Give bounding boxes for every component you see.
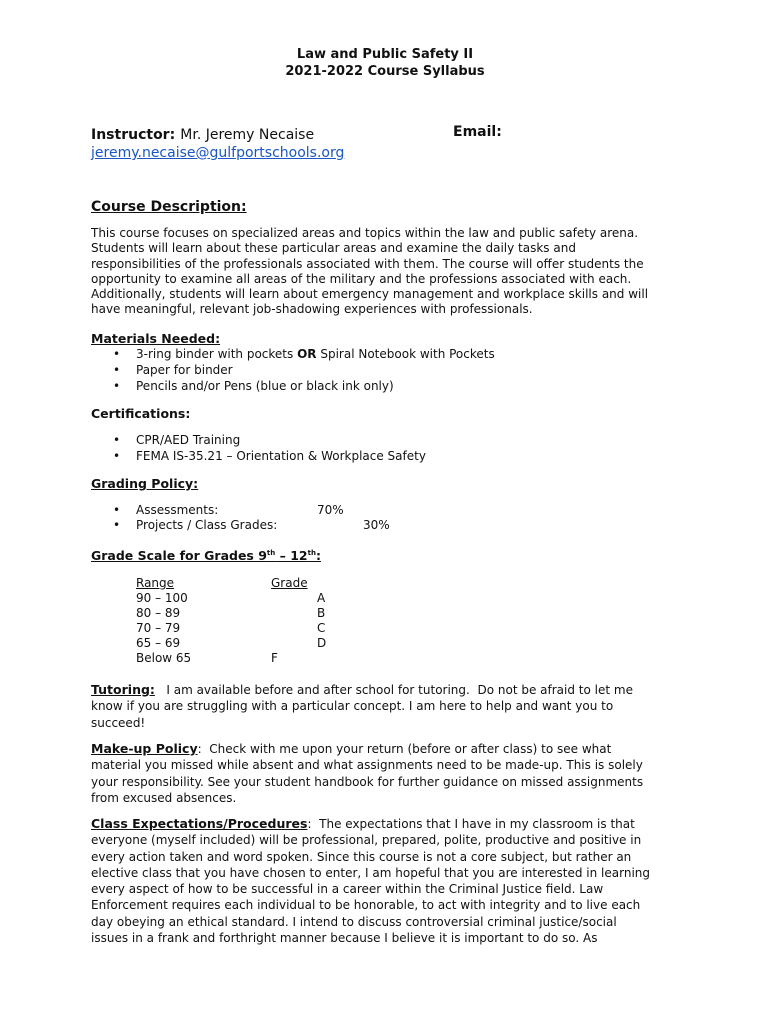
certifications-heading: Certifications: <box>91 406 191 421</box>
grade-scale-grade: B <box>317 606 326 620</box>
course-description-heading: Course Description: <box>91 199 247 215</box>
bullet-icon: • <box>113 363 121 377</box>
makeup-line: from excused absences. <box>91 790 237 805</box>
instructor-line <box>91 124 314 143</box>
expectations-text: : The expectations that I have in my classroom is that <box>307 817 635 831</box>
makeup-line: material you missed while absent and what assignments need to be made-up. This is solely <box>91 758 643 773</box>
expectations-paragraph <box>91 816 686 946</box>
grade-scale-sup: th <box>266 548 276 557</box>
bullet-icon: • <box>113 433 121 447</box>
grading-assessments-label: Assessments: <box>136 503 219 517</box>
grade-scale-grade: A <box>317 591 326 605</box>
makeup-paragraph <box>91 741 686 806</box>
materials-item-text: 3-ring binder with pockets <box>136 347 298 361</box>
email-link[interactable]: jeremy.necaise@gulfportschools.org <box>91 145 345 161</box>
course-description-line: Students will learn about these particular areas and examine the daily tasks and <box>91 241 576 256</box>
materials-item-emphasis: OR <box>297 347 317 361</box>
bullet-icon: • <box>113 379 121 393</box>
grading-assessments-value: 70% <box>317 503 344 517</box>
expectations-label: Class Expectations/Procedures <box>91 816 308 831</box>
grade-scale-heading <box>91 548 321 563</box>
grade-scale-range: Below 65 <box>136 651 192 665</box>
grade-scale-heading-text: Grade Scale for Grades 9 <box>91 548 267 563</box>
course-description-line: This course focuses on specialized areas and topics within the law and public safety arena. <box>91 226 639 240</box>
makeup-line: your responsibility. See your student handbook for further guidance on missed assignments <box>91 774 644 789</box>
tutoring-label: Tutoring: <box>91 682 155 697</box>
materials-item <box>136 347 495 361</box>
grade-scale-heading-text: – 12 <box>275 548 308 563</box>
makeup-text: : Check with me upon your return (before or after class) to see what <box>197 742 612 756</box>
instructor-label: Instructor: <box>91 127 176 143</box>
materials-item: Paper for binder <box>136 363 233 377</box>
materials-item-text: Spiral Notebook with Pockets <box>316 347 495 361</box>
expectations-line <box>91 816 686 832</box>
grade-scale-grade: D <box>317 636 327 650</box>
email-link-wrap <box>91 142 344 161</box>
tutoring-line <box>91 682 686 698</box>
course-description-line: Additionally, students will learn about emergency management and workplace skills and will <box>91 287 649 302</box>
expectations-line: elective class that you have chosen to enter, I am hopeful that you are interested in learning <box>91 865 651 880</box>
course-description-line: opportunity to examine all areas of the military and the professions associated with each. <box>91 271 632 286</box>
bullet-icon: • <box>113 347 121 361</box>
grade-scale-sup: th <box>307 548 316 557</box>
expectations-line: every aspect of how to be successful in a career within the Criminal Justice field. Law <box>91 882 604 897</box>
certifications-item: CPR/AED Training <box>136 433 241 447</box>
document-title: Law and Public Safety II <box>296 47 474 62</box>
grade-scale-range-header: Range <box>136 576 175 590</box>
course-description-text <box>91 226 681 318</box>
grade-scale-range: 90 – 100 <box>136 591 188 605</box>
grading-projects-value: 30% <box>363 518 390 532</box>
expectations-line: Enforcement requires each individual to be honorable, to act with integrity and to live each <box>91 898 641 913</box>
grade-scale-grade: F <box>271 651 278 665</box>
expectations-line: everyone (myself included) will be professional, prepared, polite, productive and positive in <box>91 833 642 848</box>
expectations-line: every action taken and word spoken. Since this course is not a core subject, but rather an <box>91 849 632 864</box>
grade-scale-range: 70 – 79 <box>136 621 181 635</box>
course-description-line: responsibilities of the professionals associated with them. The course will offer students the <box>91 256 644 271</box>
tutoring-line: succeed! <box>91 715 146 730</box>
tutoring-paragraph <box>91 682 686 731</box>
bullet-icon: • <box>113 503 121 517</box>
tutoring-line: know if you are struggling with a particular concept. I am here to help and want you to <box>91 699 614 714</box>
tutoring-text: I am available before and after school for tutoring. Do not be afraid to let me <box>154 683 633 697</box>
makeup-label: Make-up Policy <box>91 741 198 756</box>
grade-scale-grade-header: Grade <box>271 576 308 590</box>
course-description-line: have meaningful, relevant job-shadowing experiences with professionals. <box>91 302 533 317</box>
bullet-icon: • <box>113 449 121 463</box>
grade-scale-heading-text: : <box>315 548 321 563</box>
materials-heading: Materials Needed: <box>91 331 221 346</box>
grading-projects-label: Projects / Class Grades: <box>136 518 278 532</box>
grade-scale-grade: C <box>317 621 326 635</box>
bullet-icon: • <box>113 518 121 532</box>
email-label: Email: <box>453 124 502 140</box>
expectations-line: issues in a frank and forthright manner because I believe it is important to do so. As <box>91 931 598 946</box>
certifications-item: FEMA IS-35.21 – Orientation & Workplace Safety <box>136 449 426 463</box>
expectations-line: day obeying an ethical standard. I intend to discuss controversial criminal justice/social <box>91 914 617 929</box>
materials-item: Pencils and/or Pens (blue or black ink only) <box>136 379 394 393</box>
grade-scale-range: 65 – 69 <box>136 636 181 650</box>
grade-scale-range: 80 – 89 <box>136 606 181 620</box>
makeup-line <box>91 741 686 757</box>
document-subtitle: 2021-2022 Course Syllabus <box>285 64 485 79</box>
instructor-name: Mr. Jeremy Necaise <box>180 127 315 143</box>
grading-heading: Grading Policy: <box>91 476 199 491</box>
